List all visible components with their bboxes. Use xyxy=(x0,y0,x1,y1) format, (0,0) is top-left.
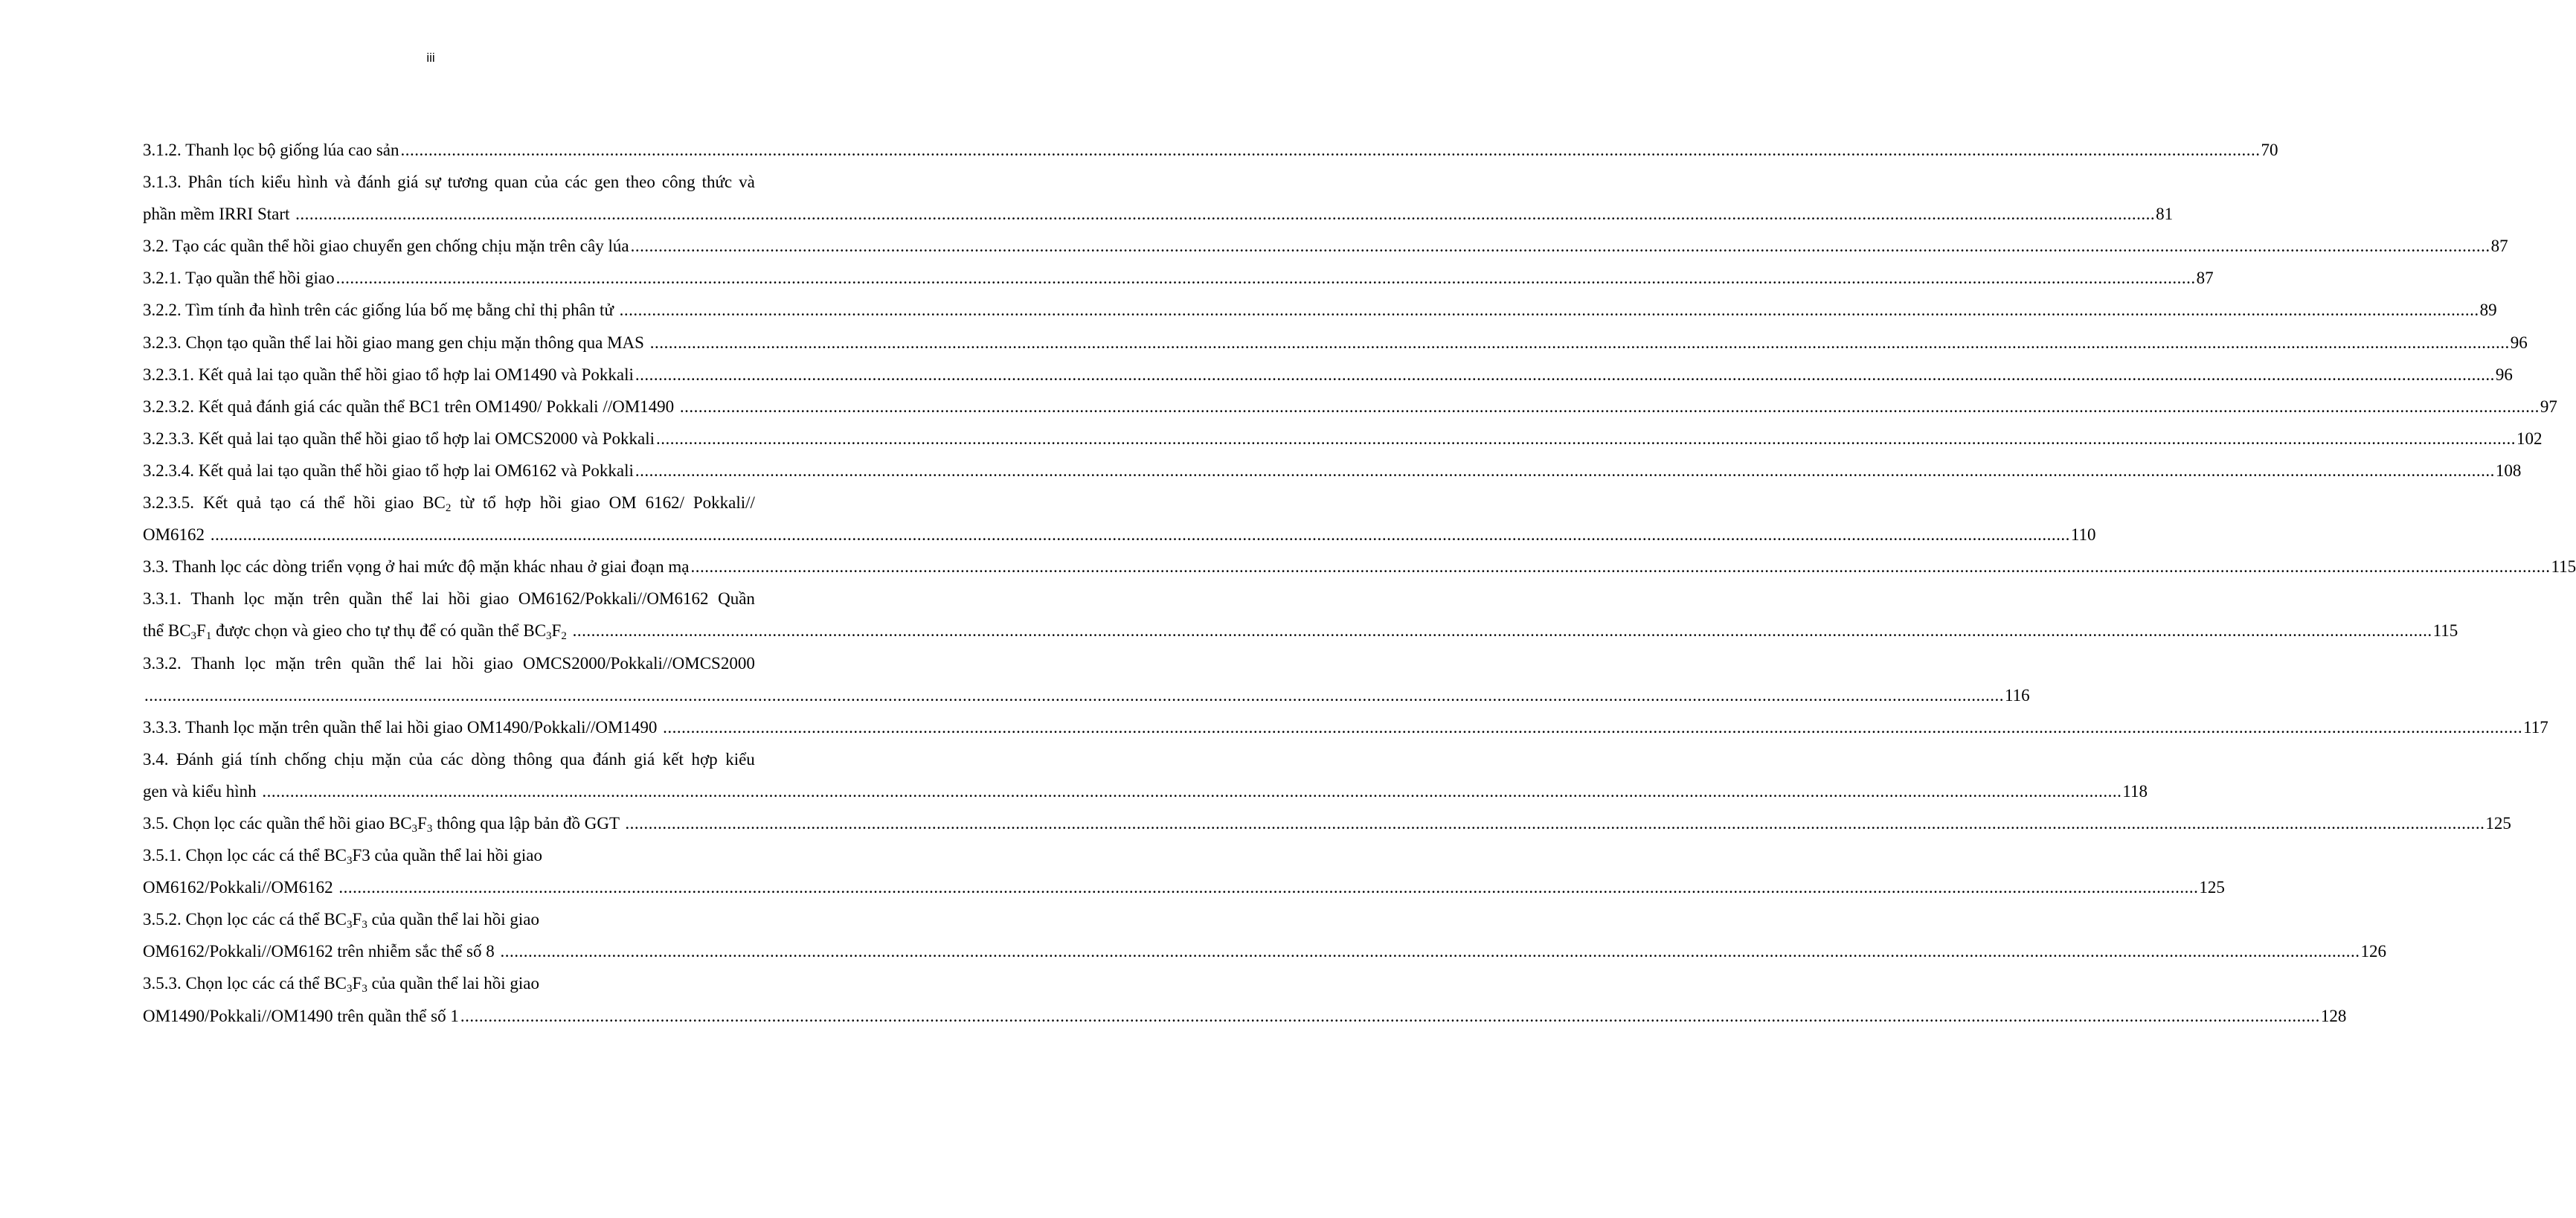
toc-subscript: 3 xyxy=(190,630,197,643)
toc-word: giao xyxy=(384,493,414,513)
toc-entry xyxy=(143,871,2225,903)
toc-text-part: thể BC xyxy=(143,621,191,641)
toc-text-part xyxy=(567,621,571,640)
toc-word: qua xyxy=(559,749,585,769)
toc-word: Pokkali// xyxy=(693,493,755,513)
dot-leader: ................................................................................................................................................................................................................................................................................................................................................................................................................ xyxy=(690,557,2551,577)
dot-leader: ................................................................................................................................................................................................................................................................................................................................................................................................................ xyxy=(400,141,2261,159)
dot-leader: ................................................................................................................................................................................................................................................................................................................................................................................................................ xyxy=(635,461,2495,480)
toc-entry xyxy=(143,519,2096,551)
toc-word: quả xyxy=(237,493,262,513)
toc-entry xyxy=(143,294,2497,326)
toc-entry-title: 3.2.2. Tìm tính đa hình trên các giống lúa bố mẹ bằng chỉ thị phân tử xyxy=(143,301,618,320)
toc-word: $BC_2$ xyxy=(423,493,452,515)
toc-word: Quần xyxy=(718,589,755,609)
toc-subscript: 3 xyxy=(362,919,367,932)
toc-entry-title: 3.2.1. Tạo quần thể hồi giao xyxy=(143,269,335,288)
toc-word: tích xyxy=(228,173,255,192)
toc-entry xyxy=(143,391,2557,423)
toc-page-number: 118 xyxy=(2122,781,2148,801)
dot-leader: ................................................................................................................................................................................................................................................................................................................................................................................................................ xyxy=(679,397,2540,416)
toc-line xyxy=(143,903,755,935)
toc-entry xyxy=(143,551,2576,583)
toc-page-number: 87 xyxy=(2490,237,2508,256)
toc-word: kết xyxy=(662,749,684,769)
dot-leader: ................................................................................................................................................................................................................................................................................................................................................................................................................ xyxy=(663,717,2523,737)
toc-subscript: 2 xyxy=(445,502,452,515)
toc-word: hồi xyxy=(448,589,471,609)
toc-text-part: 3.5.2. Chọn lọc các cá thể BC xyxy=(143,910,347,929)
toc-page-number: 115 xyxy=(2551,557,2576,577)
toc-page-number: 87 xyxy=(2196,269,2214,288)
toc-entry-title: OM6162/Pokkali//OM6162 xyxy=(143,878,338,897)
toc-entry xyxy=(143,807,2511,839)
toc-word: cá xyxy=(300,493,315,513)
toc-page-number: 125 xyxy=(2199,878,2225,897)
toc-word: giao xyxy=(571,493,600,513)
toc-page-number: 102 xyxy=(2516,429,2543,448)
toc-word: 3.1.3. xyxy=(143,173,182,192)
toc-text-part: 3.5.3. Chọn lọc các cá thể BC xyxy=(143,974,347,993)
toc-word: hợp xyxy=(504,493,531,513)
toc-wrapped-line xyxy=(143,583,755,615)
dot-leader: ................................................................................................................................................................................................................................................................................................................................................................................................................ xyxy=(262,781,2122,801)
toc-page-number: 89 xyxy=(2479,301,2497,320)
toc-text-part: F xyxy=(352,910,362,929)
toc-word: thức xyxy=(701,173,733,192)
toc-entry-title: 3.1.2. Thanh lọc bộ giống lúa cao sản xyxy=(143,141,399,159)
toc-page-number: 110 xyxy=(2070,525,2096,545)
toc-subscript: 3 xyxy=(546,630,552,643)
toc-word: hợp xyxy=(691,749,718,769)
toc-entry-title: 3.3. Thanh lọc các dòng triển vọng ở hai mức độ mặn khác nhau ở giai đoạn mạ xyxy=(143,557,690,577)
toc-word: sự xyxy=(425,173,441,192)
toc-word: giao xyxy=(484,653,513,673)
toc-word: đánh xyxy=(592,749,626,769)
toc-word: thể xyxy=(394,653,416,673)
toc-subscript: 3 xyxy=(347,983,353,996)
page-number: iii xyxy=(426,51,435,65)
toc-word: lai xyxy=(425,653,443,673)
toc-line-text xyxy=(143,839,542,871)
toc-text-part: thông qua lập bản đồ GGT xyxy=(432,813,624,833)
toc-page-number: 97 xyxy=(2540,397,2557,416)
toc-entry-title: 3.3.3. Thanh lọc mặn trên quần thể lai hồi giao OM1490/Pokkali//OM1490 xyxy=(143,717,662,737)
toc-word: lọc xyxy=(244,653,266,673)
toc-word: các xyxy=(565,173,588,192)
toc-word: các xyxy=(440,749,463,769)
toc-entry-title: 3.2.3. Chọn tạo quần thể lai hồi giao mang gen chịu mặn thông qua MAS xyxy=(143,333,649,352)
toc-entry-title xyxy=(143,807,623,839)
toc-word: OMCS2000/Pokkali//OMCS2000 xyxy=(523,653,755,673)
toc-text-part: F3 của quần thể lai hồi giao xyxy=(352,846,543,865)
toc-wrapped-line xyxy=(143,166,755,198)
toc-word: tổ xyxy=(483,493,496,513)
dot-leader: ................................................................................................................................................................................................................................................................................................................................................................................................................ xyxy=(500,942,2360,961)
toc-word: và xyxy=(334,173,351,192)
toc-word: chịu xyxy=(334,749,364,769)
toc-wrapped-line xyxy=(143,743,755,775)
toc-word: hồi xyxy=(452,653,474,673)
toc-word: hồi xyxy=(539,493,562,513)
toc-word: công xyxy=(661,173,696,192)
toc-word: Thanh xyxy=(190,653,235,673)
toc-word: từ xyxy=(460,493,475,513)
toc-word: lai xyxy=(422,589,440,609)
toc-word: thể xyxy=(324,493,345,513)
toc-word: hình xyxy=(297,173,328,192)
toc-page-number: 70 xyxy=(2261,141,2278,159)
toc-subscript: 1 xyxy=(205,630,212,643)
toc-entry-title: phần mềm IRRI Start xyxy=(143,205,295,224)
toc-text-part: F xyxy=(196,621,206,641)
toc-entry xyxy=(143,359,2513,391)
toc-subscript: 3 xyxy=(347,855,353,868)
toc-word: theo xyxy=(626,173,655,192)
toc-page-number: 126 xyxy=(2360,942,2386,961)
toc-word: 3.2.3.5. xyxy=(143,493,194,513)
toc-word: OM6162/Pokkali//OM6162 xyxy=(518,589,709,609)
toc-page-number: 128 xyxy=(2320,1006,2347,1025)
toc-entry-title: 3.2. Tạo các quần thể hồi giao chuyển gen chống chịu mặn trên cây lúa xyxy=(143,237,629,256)
toc-page-number: 81 xyxy=(2156,205,2174,224)
toc-entry-title: 3.2.3.4. Kết quả lai tạo quần thể hồi giao tổ hợp lai OM6162 và Pokkali xyxy=(143,461,634,480)
toc-page-number: 96 xyxy=(2495,365,2513,384)
toc-entry xyxy=(143,775,2148,807)
toc-subscript: 3 xyxy=(347,919,353,932)
toc-word: 6162/ xyxy=(645,493,684,513)
toc-word: tính xyxy=(250,749,277,769)
toc-entry xyxy=(143,423,2543,455)
toc-word: của xyxy=(408,749,433,769)
toc-entry xyxy=(143,711,2548,743)
toc-word: mặn xyxy=(275,653,305,673)
toc-text-part: 3.5. Chọn lọc các quần thể hồi giao BC xyxy=(143,813,412,833)
toc-word: kiểu xyxy=(261,173,291,192)
toc-word: tương xyxy=(447,173,488,192)
dot-leader: ................................................................................................................................................................................................................................................................................................................................................................................................................ xyxy=(460,1006,2320,1025)
toc-line-text xyxy=(143,967,539,999)
dot-leader: ................................................................................................................................................................................................................................................................................................................................................................................................................ xyxy=(572,621,2432,641)
toc-entry-title: OM6162 xyxy=(143,525,209,545)
toc-text-part: F xyxy=(417,813,427,833)
dot-leader: ................................................................................................................................................................................................................................................................................................................................................................................................................ xyxy=(144,685,2004,705)
table-of-contents xyxy=(143,134,2576,1032)
toc-word: 3.3.1. xyxy=(143,589,182,609)
toc-text-part: của quần thể lai hồi giao xyxy=(367,974,540,993)
dot-leader: ................................................................................................................................................................................................................................................................................................................................................................................................................ xyxy=(210,525,2070,545)
toc-word: gen xyxy=(594,173,620,192)
toc-entry xyxy=(143,262,2214,294)
toc-word: và xyxy=(739,173,755,192)
toc-wrapped-line xyxy=(143,487,755,519)
toc-word: mặn xyxy=(274,589,304,609)
toc-word: thông xyxy=(513,749,553,769)
toc-page-number: 108 xyxy=(2495,461,2522,480)
toc-word: tạo xyxy=(270,493,292,513)
toc-line-text xyxy=(143,903,539,935)
toc-word: dòng xyxy=(471,749,506,769)
toc-word: trên xyxy=(315,653,341,673)
toc-wrapped-line xyxy=(143,647,755,679)
toc-entry-title: 3.2.3.1. Kết quả lai tạo quần thể hồi giao tổ hợp lai OM1490 và Pokkali xyxy=(143,365,634,384)
dot-leader: ................................................................................................................................................................................................................................................................................................................................................................................................................ xyxy=(625,813,2485,833)
toc-word: giá xyxy=(221,749,242,769)
toc-entry xyxy=(143,455,2522,487)
toc-entry-title: 3.2.3.2. Kết quả đánh giá các quần thể BC1 trên OM1490/ Pokkali //OM1490 xyxy=(143,397,678,416)
toc-word: Kết xyxy=(202,493,228,513)
toc-word: quần xyxy=(349,589,382,609)
toc-word: quần xyxy=(351,653,385,673)
dot-leader: ................................................................................................................................................................................................................................................................................................................................................................................................................ xyxy=(338,878,2199,897)
dot-leader: ................................................................................................................................................................................................................................................................................................................................................................................................................ xyxy=(295,205,2156,224)
dot-leader: ................................................................................................................................................................................................................................................................................................................................................................................................................ xyxy=(335,269,2196,288)
dot-leader: ................................................................................................................................................................................................................................................................................................................................................................................................................ xyxy=(630,237,2490,256)
toc-subscript: 3 xyxy=(411,822,418,835)
toc-word: đánh xyxy=(357,173,391,192)
toc-word: hồi xyxy=(353,493,376,513)
toc-word: kiểu xyxy=(725,749,755,769)
toc-word: lọc xyxy=(243,589,265,609)
toc-word: giao xyxy=(479,589,510,609)
toc-entry xyxy=(143,615,2458,647)
toc-entry xyxy=(143,230,2508,262)
toc-word: của xyxy=(534,173,559,192)
toc-subscript: 3 xyxy=(426,822,433,835)
toc-word: Thanh xyxy=(190,589,235,609)
toc-subscript: 2 xyxy=(561,630,567,643)
toc-page-number: 117 xyxy=(2523,717,2548,737)
toc-text-part: được chọn và gieo cho tự thụ để có quần thể BC xyxy=(211,621,547,641)
toc-entry-title: OM1490/Pokkali//OM1490 trên quần thể số 1 xyxy=(143,1006,459,1025)
toc-text-part: F xyxy=(352,974,362,993)
dot-leader: ................................................................................................................................................................................................................................................................................................................................................................................................................ xyxy=(619,301,2479,320)
toc-page-number: 96 xyxy=(2510,333,2528,352)
toc-line xyxy=(143,967,755,999)
toc-page-number: 125 xyxy=(2485,813,2511,833)
toc-word: quan xyxy=(494,173,528,192)
toc-page-number: 116 xyxy=(2005,685,2030,705)
toc-entry xyxy=(143,935,2386,967)
toc-word: mặn xyxy=(371,749,402,769)
toc-line xyxy=(143,839,755,871)
dot-leader: ................................................................................................................................................................................................................................................................................................................................................................................................................ xyxy=(635,365,2495,384)
toc-word: Phân xyxy=(187,173,222,192)
toc-text-part: 3.5.1. Chọn lọc các cá thể BC xyxy=(143,846,347,865)
toc-entry xyxy=(143,679,2030,711)
toc-entry xyxy=(143,134,2278,166)
toc-word: giá xyxy=(397,173,419,192)
toc-text-part: của quần thể lai hồi giao xyxy=(367,910,540,929)
toc-entry-title: gen và kiểu hình xyxy=(143,781,261,801)
toc-word: trên xyxy=(312,589,340,609)
toc-word: 3.4. xyxy=(143,749,169,769)
toc-word: chống xyxy=(284,749,327,769)
toc-word: 3.3.2. xyxy=(143,653,182,673)
dot-leader: ................................................................................................................................................................................................................................................................................................................................................................................................................ xyxy=(649,333,2510,352)
toc-word: giá xyxy=(634,749,655,769)
toc-word: OM xyxy=(608,493,637,513)
toc-entry xyxy=(143,1000,2347,1032)
toc-word: thể xyxy=(391,589,413,609)
toc-entry xyxy=(143,198,2174,230)
toc-entry-title: OM6162/Pokkali//OM6162 trên nhiễm sắc thể số 8 xyxy=(143,942,499,961)
toc-entry-title xyxy=(143,615,571,647)
dot-leader: ................................................................................................................................................................................................................................................................................................................................................................................................................ xyxy=(656,429,2516,448)
toc-text-part: F xyxy=(551,621,562,641)
toc-word: Đánh xyxy=(176,749,213,769)
toc-subscript: 3 xyxy=(362,983,367,996)
toc-entry-title: 3.2.3.3. Kết quả lai tạo quần thể hồi giao tổ hợp lai OMCS2000 và Pokkali xyxy=(143,429,655,448)
toc-entry xyxy=(143,327,2528,359)
toc-page-number: 115 xyxy=(2432,621,2458,641)
